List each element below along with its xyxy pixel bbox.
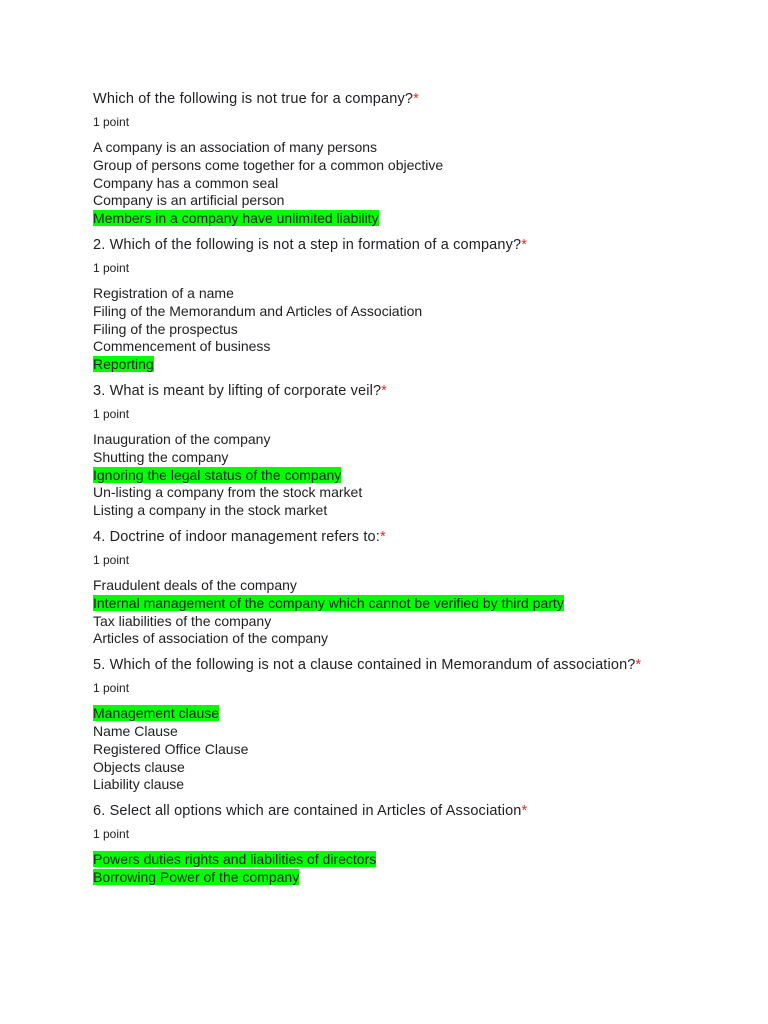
question-points: 1 point (93, 681, 130, 696)
required-asterisk: * (635, 657, 642, 674)
question-title (93, 654, 753, 676)
option (93, 484, 753, 502)
option (93, 723, 753, 741)
option (93, 338, 753, 356)
question-text: 2. Which of the following is not a step in formation of a company? (93, 236, 522, 253)
option (93, 285, 753, 303)
question-title (93, 380, 753, 402)
required-asterisk: * (413, 91, 419, 107)
option-label: Shutting the company (93, 448, 229, 465)
option-label: Members in a company have unlimited liability (93, 210, 379, 227)
question-4 (93, 526, 753, 648)
options-list (93, 431, 753, 520)
option (93, 321, 753, 339)
option-label: Inauguration of the company (93, 430, 271, 447)
question-points: 1 point (93, 406, 130, 421)
required-asterisk: * (381, 382, 387, 399)
option (93, 630, 753, 648)
options-list (93, 577, 753, 648)
option (93, 776, 753, 794)
question-text: 3. What is meant by lifting of corporate veil? (93, 382, 382, 399)
question-points: 1 point (93, 827, 130, 842)
options-list (93, 705, 753, 794)
question-1 (93, 88, 753, 228)
option-label: Commencement of business (93, 338, 271, 355)
question-points: 1 point (93, 260, 130, 275)
option (93, 139, 753, 157)
question-5 (93, 654, 753, 794)
option-correct (93, 595, 753, 613)
option-label: Articles of association of the company (93, 630, 329, 647)
question-title (93, 526, 753, 548)
quiz-page (93, 88, 753, 893)
option (93, 192, 753, 210)
question-list (93, 88, 753, 887)
option-label: Internal management of the company which cannot be verified by third party (93, 594, 564, 611)
option-label: Company is an artificial person (93, 192, 285, 209)
option-correct (93, 869, 753, 887)
option-label: Fraudulent deals of the company (93, 576, 297, 593)
option (93, 175, 753, 193)
option-label: Company has a common seal (93, 174, 279, 191)
question-text: 5. Which of the following is not a clause contained in Memorandum of association? (93, 657, 636, 674)
option-label: Objects clause (93, 758, 185, 775)
options-list (93, 285, 753, 374)
option-label: Filing of the Memorandum and Articles of Association (93, 302, 423, 319)
option (93, 577, 753, 595)
option-label: Filing of the prospectus (93, 320, 238, 337)
option-label: Listing a company in the stock market (93, 502, 328, 519)
question-3 (93, 380, 753, 520)
option-label: Name Clause (93, 722, 178, 739)
option-correct (93, 467, 753, 485)
required-asterisk: * (379, 528, 386, 545)
option (93, 157, 753, 175)
option-correct (93, 705, 753, 723)
option-correct (93, 210, 753, 228)
question-title (93, 88, 753, 110)
option-label: Un-listing a company from the stock market (93, 484, 363, 501)
option (93, 613, 753, 631)
option-label: Powers duties rights and liabilities of directors (93, 851, 377, 868)
option-label: Borrowing Power of the company (93, 868, 300, 885)
option-label: Reporting (93, 356, 154, 373)
option (93, 303, 753, 321)
option-correct (93, 851, 753, 869)
option (93, 759, 753, 777)
required-asterisk: * (521, 236, 528, 253)
option-label: Liability clause (93, 776, 185, 793)
question-6 (93, 800, 753, 887)
option-label: Group of persons come together for a common objective (93, 156, 444, 173)
options-list (93, 139, 753, 228)
question-title (93, 234, 753, 256)
option (93, 502, 753, 520)
question-title (93, 800, 753, 822)
question-text: 6. Select all options which are contained in Articles of Association (93, 803, 522, 820)
option (93, 431, 753, 449)
option-label: Registration of a name (93, 284, 234, 301)
option-label: Tax liabilities of the company (93, 612, 272, 629)
option-label: Ignoring the legal status of the company (93, 466, 342, 483)
required-asterisk: * (521, 803, 528, 820)
option-label: A company is an association of many persons (93, 139, 378, 155)
option (93, 449, 753, 467)
option (93, 741, 753, 759)
option-correct (93, 356, 753, 374)
options-list (93, 851, 753, 887)
question-text: 4. Doctrine of indoor management refers to: (93, 528, 380, 545)
question-text: Which of the following is not true for a company? (93, 91, 414, 107)
option-label: Management clause (93, 705, 220, 722)
question-points: 1 point (93, 115, 130, 129)
question-2 (93, 234, 753, 374)
option-label: Registered Office Clause (93, 740, 249, 757)
question-points: 1 point (93, 552, 130, 567)
